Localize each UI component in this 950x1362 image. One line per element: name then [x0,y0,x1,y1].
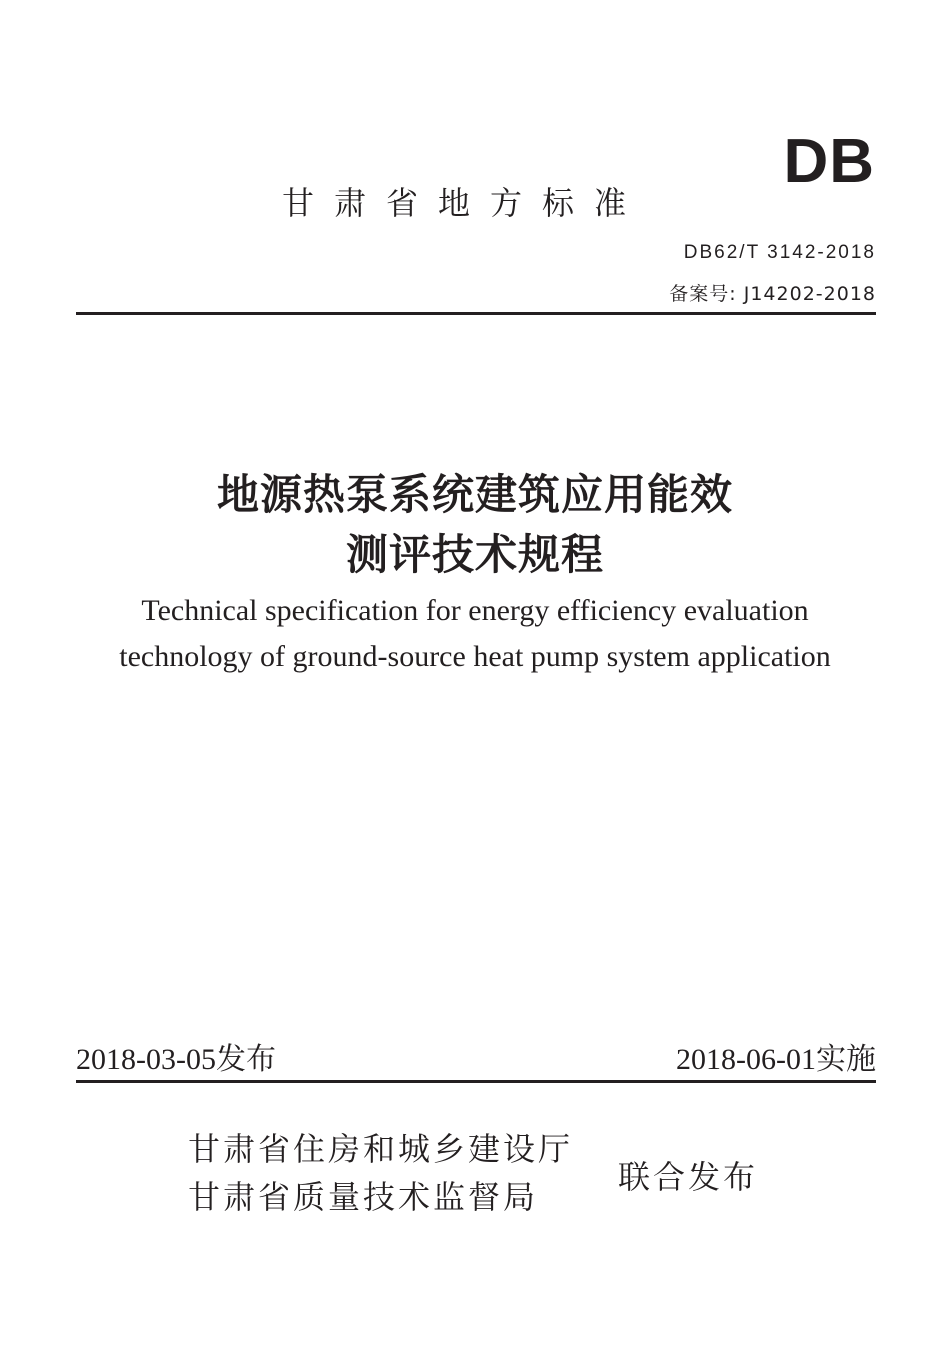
joint-release-label: 联合发布 [618,1158,759,1196]
bottom-divider [76,1080,876,1083]
standard-code: DB62/T 3142-2018 [683,242,876,263]
effective-date: 2018-06-01实施 [676,1043,876,1076]
record-number: 备案号: J14202-2018 [669,283,876,305]
standard-type: 甘肃省地方标准 [282,184,647,222]
issuer-housing-dept: 甘肃省住房和城乡建设厅 [188,1130,574,1168]
issuer-quality-bureau: 甘肃省质量技术监督局 [188,1178,539,1216]
top-divider [76,312,876,315]
title-cn-line2: 测评技术规程 [345,530,604,579]
title-en-line1: Technical specification for energy efficiency evaluation [141,594,809,627]
title-cn-line1: 地源热泵系统建筑应用能效 [216,470,733,519]
title-en-line2: technology of ground-source heat pump system application [119,640,831,673]
db-logo: DB [783,127,875,196]
issue-date: 2018-03-05发布 [76,1043,276,1076]
